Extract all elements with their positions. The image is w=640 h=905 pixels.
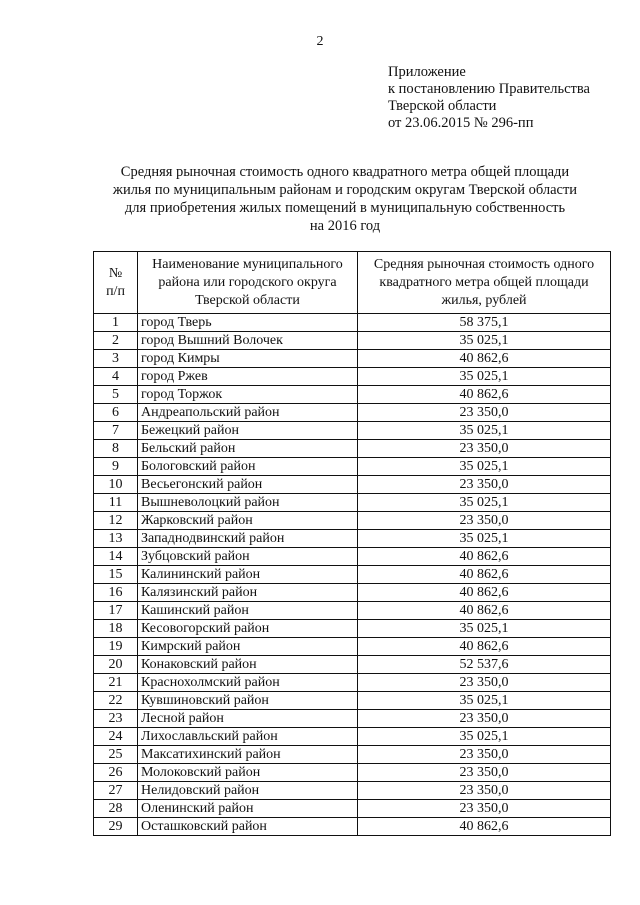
row-number: 6 [94,404,138,422]
row-value: 40 862,6 [358,602,611,620]
appendix-line: к постановлению Правительства [388,81,590,97]
row-name: Бологовский район [138,458,358,476]
row-value: 23 350,0 [358,674,611,692]
table-row [94,404,611,422]
row-name: Весьегонский район [138,476,358,494]
row-name: Кашинский район [138,602,358,620]
row-number: 22 [94,692,138,710]
table-row [94,422,611,440]
table-row [94,584,611,602]
table-row [94,440,611,458]
row-value: 23 350,0 [358,800,611,818]
row-value: 23 350,0 [358,404,611,422]
row-value: 35 025,1 [358,332,611,350]
row-name: Нелидовский район [138,782,358,800]
row-name: Оленинский район [138,800,358,818]
row-name: город Кимры [138,350,358,368]
row-number: 20 [94,656,138,674]
table-row [94,656,611,674]
appendix-line: от 23.06.2015 № 296-пп [388,115,534,131]
table-row [94,674,611,692]
row-number: 4 [94,368,138,386]
row-name: Кувшиновский район [138,692,358,710]
price-table [93,251,611,836]
header-value: Средняя рыночная стоимость одного квадратного метра общей площади жилья, рублей [358,252,611,314]
table-body [94,314,611,836]
title-line: на 2016 год [309,218,381,234]
row-name: Молоковский район [138,764,358,782]
header-number: № п/п [94,252,138,314]
table-row [94,566,611,584]
page-number: 2 [316,34,324,49]
row-name: Зубцовский район [138,548,358,566]
row-name: город Вышний Волочек [138,332,358,350]
row-name: город Торжок [138,386,358,404]
title-line: для приобретения жилых помещений в муниципальную собственность [124,200,566,216]
row-name: Лесной район [138,710,358,728]
row-number: 16 [94,584,138,602]
row-value: 40 862,6 [358,386,611,404]
row-number: 15 [94,566,138,584]
table-row [94,728,611,746]
row-number: 28 [94,800,138,818]
row-number: 23 [94,710,138,728]
row-value: 35 025,1 [358,422,611,440]
table-row [94,368,611,386]
row-number: 2 [94,332,138,350]
appendix-header [388,64,590,132]
appendix-line: Тверской области [388,98,497,114]
table-row [94,458,611,476]
row-name: Бельский район [138,440,358,458]
row-value: 40 862,6 [358,548,611,566]
row-value: 23 350,0 [358,764,611,782]
table-row [94,764,611,782]
row-name: Конаковский район [138,656,358,674]
table-row [94,620,611,638]
table-row [94,476,611,494]
title-line: жилья по муниципальным районам и городским округам Тверской области [112,182,578,198]
table-row [94,638,611,656]
table-row [94,350,611,368]
row-value: 58 375,1 [358,314,611,332]
table-row [94,710,611,728]
table-row [94,386,611,404]
table-row [94,800,611,818]
table-row [94,602,611,620]
row-name: город Тверь [138,314,358,332]
row-value: 23 350,0 [358,512,611,530]
row-name: Осташковский район [138,818,358,836]
row-value: 23 350,0 [358,440,611,458]
row-number: 11 [94,494,138,512]
row-value: 35 025,1 [358,494,611,512]
row-number: 14 [94,548,138,566]
row-value: 40 862,6 [358,638,611,656]
row-value: 35 025,1 [358,368,611,386]
table-row [94,548,611,566]
row-name: Западнодвинский район [138,530,358,548]
row-number: 12 [94,512,138,530]
row-name: Вышневолоцкий район [138,494,358,512]
row-number: 5 [94,386,138,404]
row-value: 35 025,1 [358,620,611,638]
row-number: 3 [94,350,138,368]
row-name: Бежецкий район [138,422,358,440]
table-row [94,692,611,710]
row-number: 19 [94,638,138,656]
row-name: Краснохолмский район [138,674,358,692]
row-value: 35 025,1 [358,458,611,476]
row-name: Калининский район [138,566,358,584]
table-row [94,494,611,512]
table-row [94,314,611,332]
row-number: 17 [94,602,138,620]
header-name: Наименование муниципального района или городского округа Тверской области [138,252,358,314]
table-row [94,818,611,836]
table-row [94,512,611,530]
row-number: 29 [94,818,138,836]
appendix-line: Приложение [388,64,466,80]
row-number: 9 [94,458,138,476]
row-value: 40 862,6 [358,584,611,602]
row-name: Кимрский район [138,638,358,656]
row-name: Максатихинский район [138,746,358,764]
title-line: Средняя рыночная стоимость одного квадратного метра общей площади [120,164,570,180]
row-name: Жарковский район [138,512,358,530]
row-number: 26 [94,764,138,782]
row-name: Кесовогорский район [138,620,358,638]
row-name: город Ржев [138,368,358,386]
row-number: 10 [94,476,138,494]
row-value: 35 025,1 [358,692,611,710]
row-value: 40 862,6 [358,350,611,368]
row-value: 40 862,6 [358,818,611,836]
table-row [94,746,611,764]
row-value: 35 025,1 [358,728,611,746]
row-name: Андреапольский район [138,404,358,422]
row-value: 23 350,0 [358,746,611,764]
row-number: 24 [94,728,138,746]
row-name: Лихославльский район [138,728,358,746]
row-number: 18 [94,620,138,638]
row-number: 1 [94,314,138,332]
row-name: Калязинский район [138,584,358,602]
row-number: 21 [94,674,138,692]
row-value: 52 537,6 [358,656,611,674]
row-number: 13 [94,530,138,548]
row-value: 23 350,0 [358,710,611,728]
document-title [60,163,630,235]
row-value: 35 025,1 [358,530,611,548]
table-row [94,782,611,800]
row-value: 40 862,6 [358,566,611,584]
table-row [94,332,611,350]
table-row [94,530,611,548]
row-number: 8 [94,440,138,458]
row-value: 23 350,0 [358,476,611,494]
row-value: 23 350,0 [358,782,611,800]
row-number: 27 [94,782,138,800]
row-number: 7 [94,422,138,440]
row-number: 25 [94,746,138,764]
table-header-row [94,252,611,314]
